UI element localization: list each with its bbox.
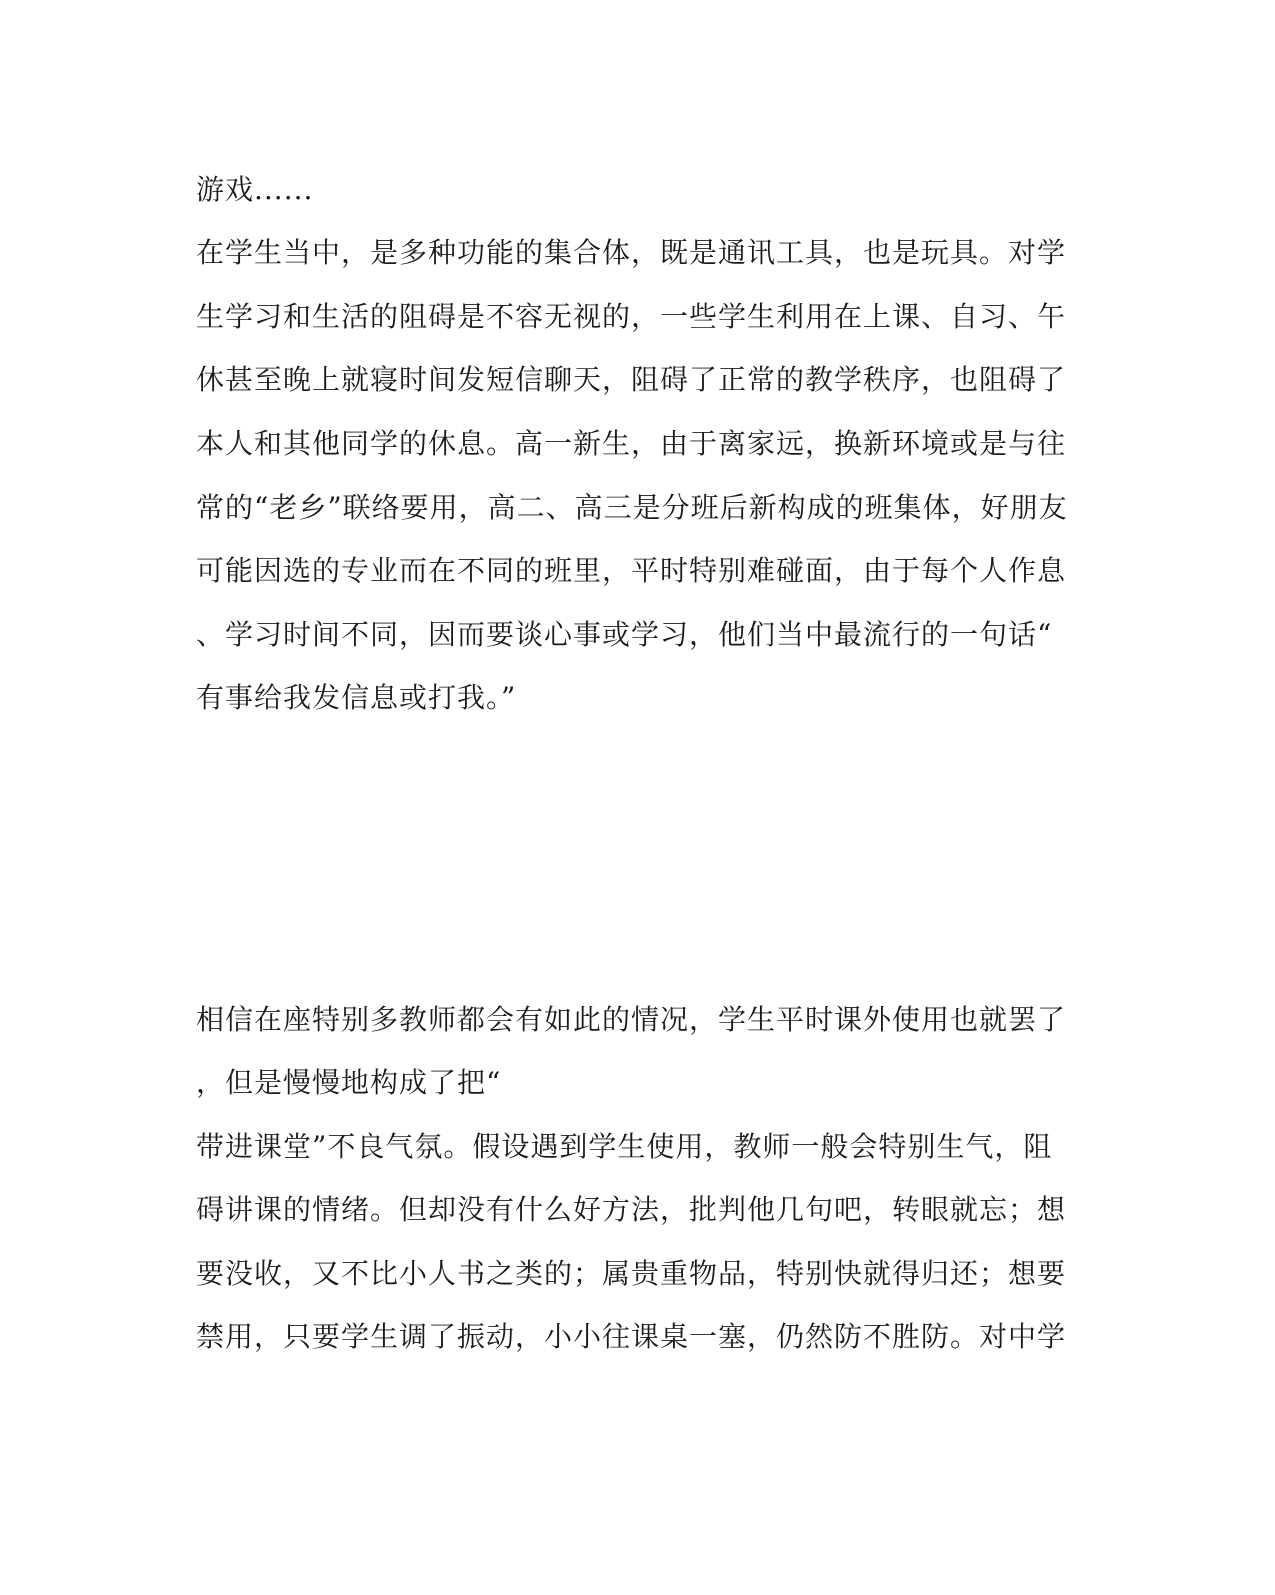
- paragraph-line: 、学习时间不同，因而要谈心事或学习，他们当中最流行的一句话“: [196, 618, 1053, 651]
- paragraph-line: 有事给我发信息或打我。”: [196, 681, 517, 714]
- paragraph-line: 碍讲课的情绪。但却没有什么好方法，批判他几句吧，转眼就忘；想: [196, 1193, 1067, 1226]
- paragraph-line: 游戏......: [196, 173, 314, 206]
- paragraph-line: ，但是慢慢地构成了把“: [196, 1066, 502, 1099]
- paragraph-line: 带进课堂”不良气氛。假设遇到学生使用，教师一般会特别生气，阻: [196, 1130, 1053, 1163]
- paragraph-line: 可能因选的专业而在不同的班里，平时特别难碰面，由于每个人作息: [196, 554, 1067, 587]
- paragraph-line: 休甚至晚上就寝时间发短信聊天，阻碍了正常的教学秩序，也阻碍了: [196, 363, 1067, 396]
- paragraph-line: 本人和其他同学的休息。高一新生，由于离家远，换新环境或是与往: [196, 427, 1067, 460]
- paragraph-line: 禁用，只要学生调了振动，小小往课桌一塞，仍然防不胜防。对中学: [196, 1320, 1067, 1353]
- paragraph-line: 要没收，又不比小人书之类的；属贵重物品，特别快就得归还；想要: [196, 1257, 1067, 1290]
- paragraph-line: 常的“老乡”联络要用，高二、高三是分班后新构成的班集体，好朋友: [196, 491, 1068, 524]
- paragraph-line: 生学习和生活的阻碍是不容无视的，一些学生利用在上课、自习、午: [196, 300, 1067, 333]
- paragraph-line: 相信在座特别多教师都会有如此的情况，学生平时课外使用也就罢了: [196, 1003, 1067, 1036]
- paragraph-line: 在学生当中，是多种功能的集合体，既是通讯工具，也是玩具。对学: [196, 236, 1067, 269]
